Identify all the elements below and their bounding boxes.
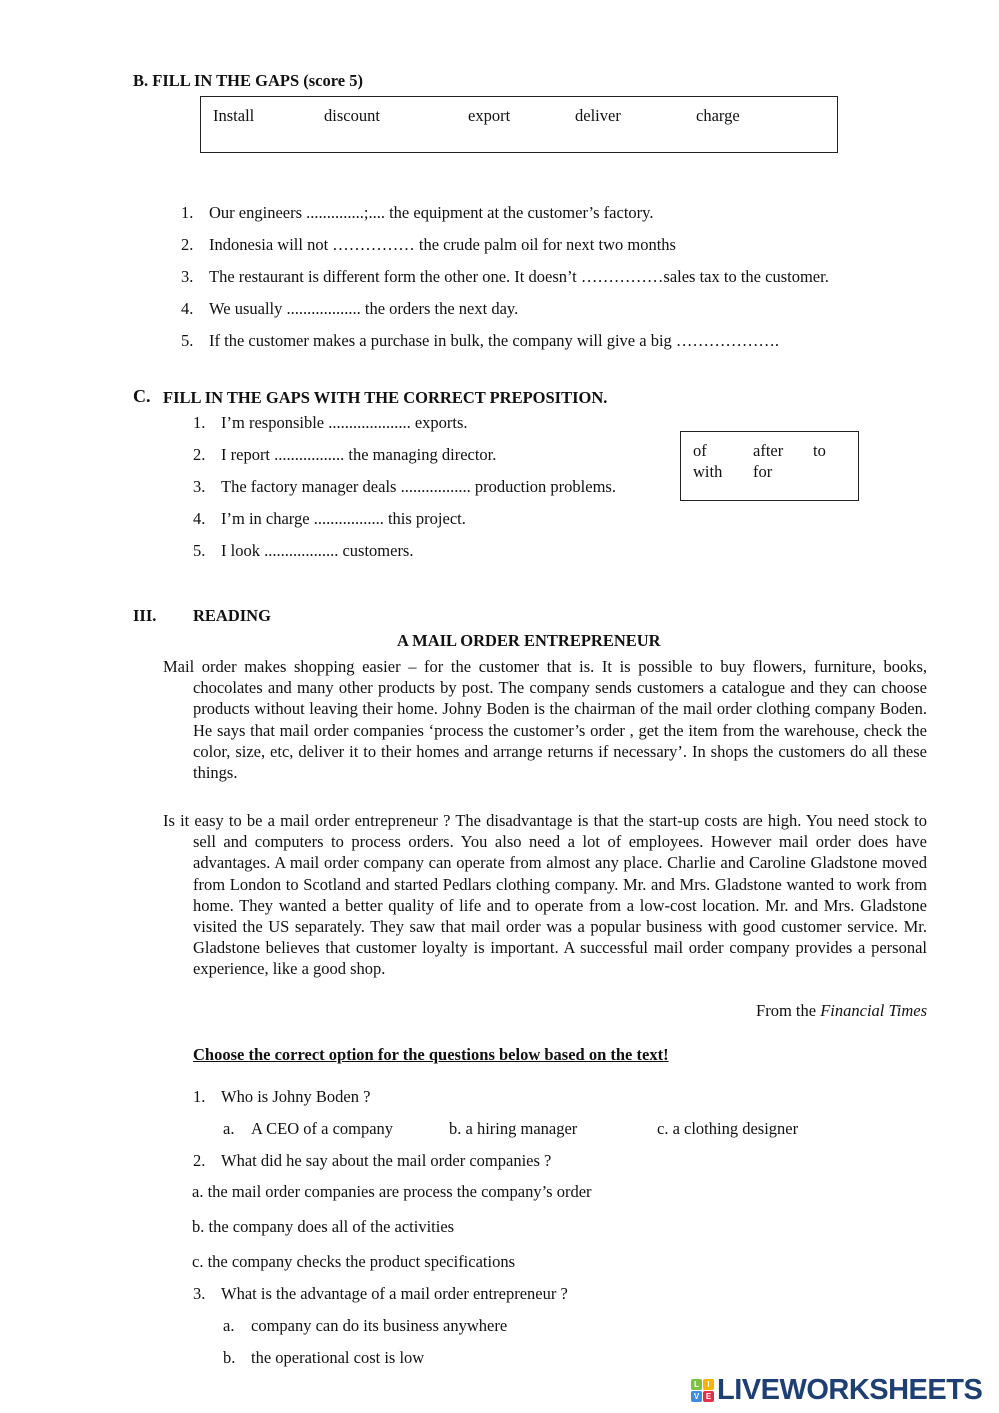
option-b[interactable]: b. a hiring manager: [449, 1119, 578, 1138]
option-a[interactable]: a. A CEO of a company: [223, 1119, 394, 1138]
question-item: 5. I look .................. customers.: [193, 541, 414, 560]
word-bank-word: discount: [324, 106, 380, 125]
section-c-heading: FILL IN THE GAPS WITH THE CORRECT PREPOSITION.: [163, 388, 608, 407]
word-bank-word: for: [753, 462, 773, 481]
word-bank-word: charge: [696, 106, 740, 125]
question: 1. Who is Johny Boden ?: [193, 1087, 371, 1106]
option-b[interactable]: b. the company does all of the activities: [192, 1217, 455, 1236]
question: 3. What is the advantage of a mail order entrepreneur ?: [193, 1284, 568, 1303]
question-item: 2. Indonesia will not …………… the crude palm oil for next two months: [181, 235, 676, 254]
question-item: 4. We usually .................. the orders the next day.: [181, 299, 519, 318]
question-item: 5. If the customer makes a purchase in bulk, the company will give a big ……………….: [181, 331, 780, 350]
question-item: 4. I’m in charge ................. this project.: [193, 509, 466, 528]
word-bank-c: [680, 431, 859, 501]
word-bank-word: of: [693, 441, 707, 460]
instruction: Choose the correct option for the questions below based on the text!: [193, 1045, 669, 1064]
liveworksheets-logo: L I V E LIVEWORKSHEETS: [691, 1374, 982, 1407]
word-bank-word: deliver: [575, 106, 621, 125]
section-b-heading: B. FILL IN THE GAPS (score 5): [133, 71, 363, 90]
word-bank-b: [200, 96, 838, 153]
question: 2. What did he say about the mail order companies ?: [193, 1151, 552, 1170]
word-bank-word: after: [753, 441, 784, 460]
question-item: 2. I report ................. the managing director.: [193, 445, 497, 464]
question-item: 3. The restaurant is different form the other one. It doesn’t ……………sales tax to the customer.: [181, 267, 829, 286]
word-bank-word: to: [813, 441, 826, 460]
reading-paragraph: Is it easy to be a mail order entrepreneur ? The disadvantage is that the start-up costs are high. You need stock to sell and computers to process orders. You also need a lot of employees. However mail order does have advantages. A mail order company can operate from almost any place. Charlie and Caroline Gladstone moved from London to Scotland and started Pedlars clothing company. Mr. and Mrs. Gladstone wanted to work from home. They wanted a better quality of life and to operate from a low-cost location. Mr. and Mrs. Gladstone visited the US separately. They saw that mail order was a popular business with good customer service. Mr. Gladstone believes that customer loyalty is important. A successful mail order company provides a personal experience, like a good shop.: [163, 811, 927, 979]
question-item: 1. Our engineers ..............;.... the equipment at the customer’s factory.: [181, 203, 654, 222]
option-a[interactable]: a. company can do its business anywhere: [223, 1316, 508, 1335]
option-a[interactable]: a. the mail order companies are process the company’s order: [192, 1182, 592, 1201]
live-tiles-icon: L I V E: [691, 1379, 714, 1402]
reading-title: A MAIL ORDER ENTREPRENEUR: [397, 631, 661, 650]
reading-source: From the Financial Times: [756, 1001, 927, 1020]
word-bank-word: with: [693, 462, 723, 481]
option-c[interactable]: c. the company checks the product specifications: [192, 1252, 516, 1271]
reading-heading: READING: [193, 606, 271, 625]
question-item: 1. I’m responsible .................... exports.: [193, 413, 468, 432]
reading-paragraph: Mail order makes shopping easier – for the customer that is. It is possible to buy flowers, furniture, books, chocolates and many other products by post. The company sends customers a catalogue and they can choose products without leaving their home. Johny Boden is the chairman of the mail order clothing company Boden. He says that mail order companies ‘process the customer’s order , get the item from the warehouse, check the color, size, etc, deliver it to their homes and arrange returns if necessary’. In shops the customers do all these things.: [163, 657, 927, 783]
option-b[interactable]: b. the operational cost is low: [223, 1348, 425, 1367]
word-bank-word: Install: [213, 106, 255, 125]
reading-number: III.: [133, 606, 157, 625]
section-c-letter: C.: [133, 386, 151, 406]
word-bank-word: export: [468, 106, 511, 125]
option-c[interactable]: c. a clothing designer: [657, 1119, 799, 1138]
question-item: 3. The factory manager deals ................. production problems.: [193, 477, 616, 496]
